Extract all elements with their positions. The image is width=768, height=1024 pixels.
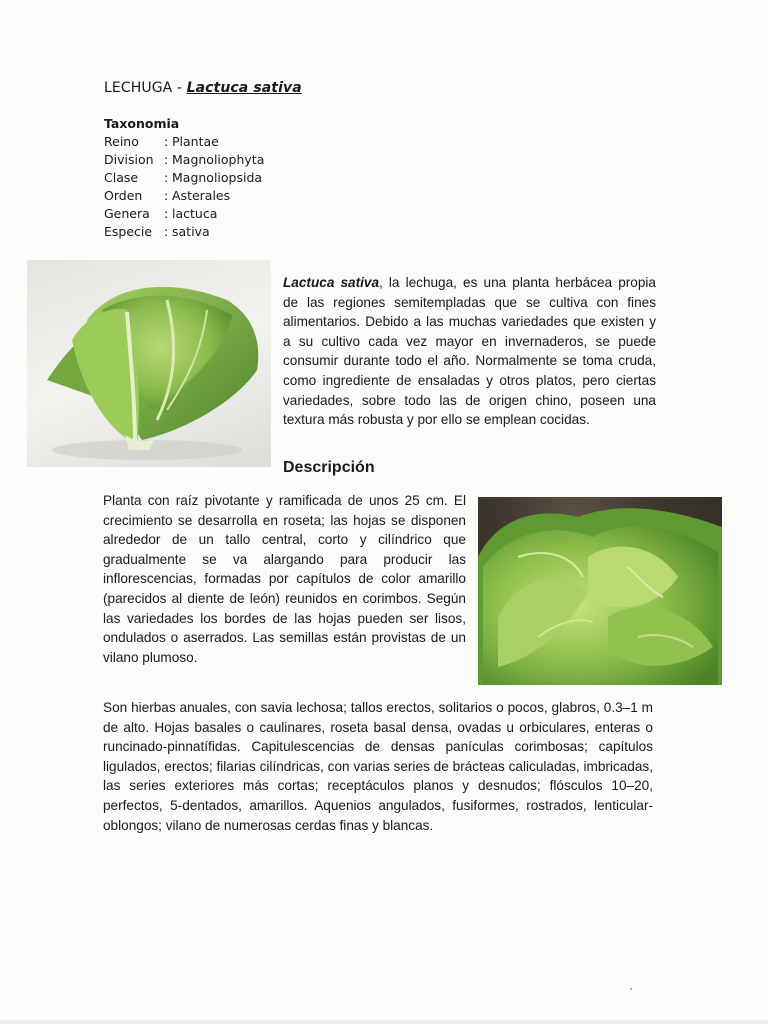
- intro-latin-name: Lactuca sativa: [283, 275, 380, 290]
- description-heading: Descripción: [283, 459, 375, 476]
- title-latin-name: Lactuca sativa: [186, 80, 302, 96]
- title-prefix: LECHUGA -: [104, 80, 187, 96]
- taxonomy-list: [104, 133, 264, 241]
- leaf-lettuce-photo: [478, 497, 722, 685]
- taxonomy-row: Genera : lactuca: [104, 206, 218, 221]
- scan-edge: [0, 1020, 768, 1024]
- taxonomy-key: Division: [104, 152, 154, 167]
- taxonomy-heading: Taxonomia: [104, 116, 180, 131]
- scan-speck: [630, 988, 632, 990]
- description-paragraph-2: Son hierbas anuales, con savia lechosa; tallos erectos, solitarios o pocos, glabros, 0.3–1 m de alto. Hojas basales o caulinares, roseta basal densa, ovadas u orbiculares, enteras o runcinado-pinnatífidas. Capitulescencias de densas panículas corimbosas; capítulos ligulados, erectos; filarias cilíndricas, con varias series de brácteas caliculadas, imbricadas, las series exteriores más cortas; receptáculos planos y desnudos; flósculos 10–20, perfectos, 5-dentados, amarillos. Aquenios angulados, fusiformes, rostrados, lenticular-oblongos; vilano de numerosas cerdas finas y blancas.: [103, 700, 653, 833]
- taxonomy-row: Reino : Plantae: [104, 134, 219, 149]
- taxonomy-row: Clase : Magnoliopsida: [104, 170, 263, 185]
- taxonomy-key: Clase: [104, 170, 139, 185]
- taxonomy-value: sativa: [172, 224, 210, 239]
- taxonomy-row: Especie : sativa: [104, 224, 210, 239]
- intro-paragraph: [283, 273, 656, 430]
- description-paragraph-1: Planta con raíz pivotante y ramificada de unos 25 cm. El crecimiento se desarrolla en roseta; las hojas se disponen alrededor de un tallo central, corto y cilíndrico que gradualmente se va alargando para producir las inflorescencias, formadas por capítulos de color amarillo (parecidos al diente de león) reunidos en corimbos. Según las variedades los bordes de las hojas pueden ser lisos, ondulados o aserrados. Las semillas están provistas de un vilano plumoso.: [103, 493, 466, 665]
- taxonomy-value: Magnoliopsida: [172, 170, 263, 185]
- taxonomy-key: Genera: [104, 206, 150, 221]
- taxonomy-key: Reino: [104, 134, 139, 149]
- leaf-lettuce-illustration: [478, 497, 722, 685]
- taxonomy-key: Orden: [104, 188, 143, 203]
- taxonomy-row: Division : Magnoliophyta: [104, 152, 265, 167]
- intro-text: , la lechuga, es una planta herbácea propia de las regiones semitempladas que se cultiva con fines alimentarios. Debido a las muchas variedades que existen y a su cultivo cada vez mayor en invernaderos, se puede consumir durante todo el año. Normalmente se toma cruda, como ingrediente de ensaladas y otros platos, pero ciertas variedades, sobre todo las de origen chino, poseen una textura más robusta y por ello se emplean cocidas.: [283, 275, 656, 428]
- document-title: [104, 80, 302, 96]
- taxonomy-value: Magnoliophyta: [172, 152, 265, 167]
- romaine-lettuce-photo: [27, 260, 271, 467]
- taxonomy-value: Asterales: [172, 188, 231, 203]
- taxonomy-row: Orden : Asterales: [104, 188, 231, 203]
- taxonomy-value: lactuca: [172, 206, 218, 221]
- taxonomy-value: Plantae: [172, 134, 219, 149]
- taxonomy-key: Especie: [104, 224, 153, 239]
- romaine-lettuce-illustration: [27, 260, 271, 467]
